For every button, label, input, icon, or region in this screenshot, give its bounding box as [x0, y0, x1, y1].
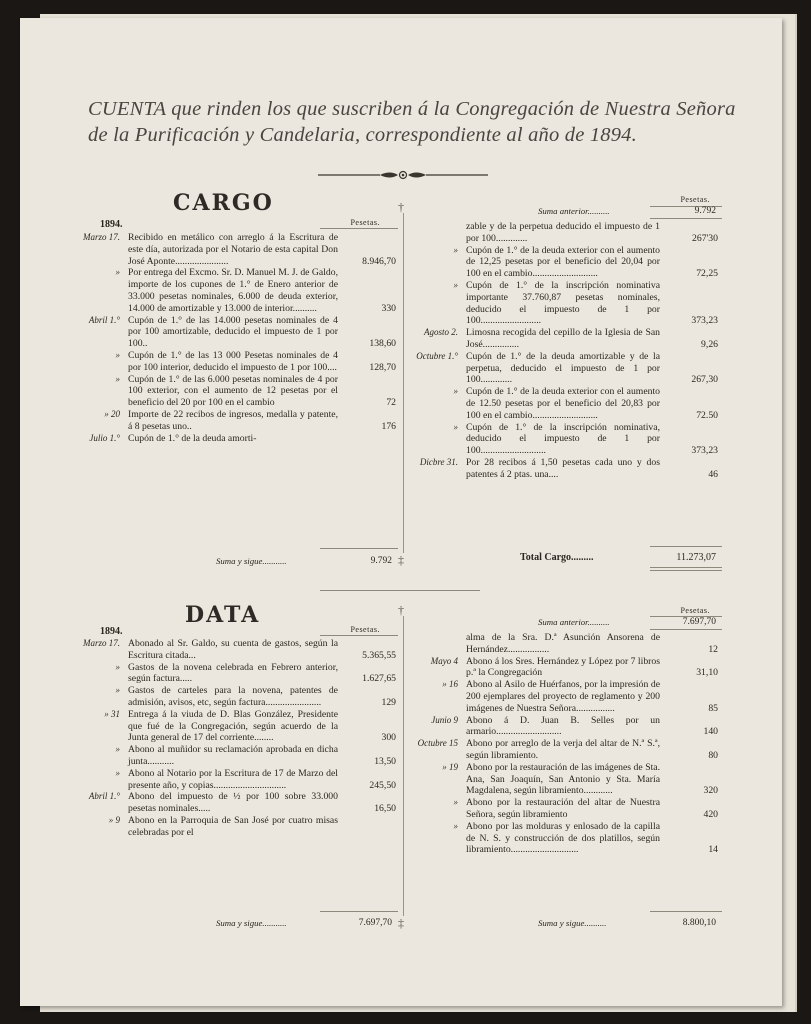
ledger-entry: Abril 1.° Abono del impuesto de ½ por 100 sobre 33.000 pesetas nominales..... 16,50	[88, 791, 396, 815]
ledger-entry: » Por entrega del Excmo. Sr. D. Manuel M. J. de Galdo, importe de los cupones de 1.° de Enero anterior de 33.000 pesetas nominales, 6.000 de deuda exterior, 14.000 de amortizable y 13.000 de interior.......... 330	[115, 267, 396, 314]
ledger-entry: Abril 1.° Cupón de 1.° de las 14.000 pesetas nominales de 4 por 100 amortizable, deducido el impuesto de 1 por 100.. 138,60	[88, 314, 396, 350]
column-dagger-icon: †	[398, 603, 404, 617]
cargo-total: Total Cargo......... 11.273,07	[520, 552, 716, 563]
cargo-right-carry: Suma anterior.......... 9.792	[538, 206, 716, 216]
ledger-entry: » Abono por la restauración del altar de Nuestra Señora, según libramiento 420	[453, 797, 718, 820]
document-page	[20, 18, 782, 1006]
divider-ornament-icon	[318, 168, 488, 182]
ledger-entry: » 20 Importe de 22 recibos de ingresos, medalla y patente, á 8 pesetas uno.. 176	[104, 408, 396, 432]
data-left-column	[70, 638, 400, 839]
column-dagger-icon: †	[398, 200, 404, 214]
ledger-entry: » Abono al muñidor su reclamación aprobada en dicha junta........... 13,50	[115, 744, 396, 767]
cargo-heading: CARGO	[173, 190, 274, 216]
data-pesetas-head-right: Pesetas.	[680, 606, 710, 615]
ledger-entry: » Cupón de 1.° de las 13 000 Pesetas nominales de 4 por 100 interior, deducido el impuesto de 1 por 100.... 128,70	[115, 349, 396, 373]
ledger-entry: » Cupón de 1.° de las 6.000 pesetas nominales de 4 por 100 exterior, con el aumento de 12 pesetas por el beneficio del 20 por 100 en el cambio 72	[115, 373, 396, 409]
ledger-entry: » 16 Abono al Asilo de Huérfanos, por la impresión de 200 ejemplares del proyecto de reglamento y 200 imágenes de Nuestra Señora................ 85	[442, 679, 718, 714]
ledger-entry: Marzo 17. Abonado al Sr. Galdo, su cuenta de gastos, según la Escritura citada... 5.365,55	[82, 638, 396, 661]
column-dagger-icon: ‡	[398, 553, 404, 567]
ledger-entry: zable y de la perpetua deducido el impuesto de 1 por 100............. 267'30	[466, 221, 718, 244]
cargo-left-carry: Suma y sigue........... 9.792	[216, 556, 392, 566]
ledger-entry: Dicbre 31. Por 28 recibos á 1,50 pesetas cada uno y dos patentes á 2 ptas. una.... 46	[419, 456, 718, 480]
ledger-entry: Marzo 17. Recibido en metálico con arreglo á la Escritura de este día, autorizada por el Notario de esta capital Don José Aponte...................... 8.946,70	[82, 232, 396, 267]
ledger-entry: » Abono por las molduras y enlosado de la capilla de N. S. y construcción de dos platillos, según libramiento............................ 14	[453, 820, 718, 856]
ledger-entry: » 31 Entrega á la viuda de D. Blas González, Presidente que fué de la Congregación, según acuerdo de la Junta general de 17 del corriente........ 300	[104, 708, 396, 744]
ledger-entry: Octubre 15 Abono por arreglo de la verja del altar de N.ª S.ª, según libramiento. 80	[417, 738, 718, 761]
ledger-entry: » Gastos de la novena celebrada en Febrero anterior, según factura..... 1.627,65	[115, 661, 396, 685]
ledger-entry: » 9 Abono en la Parroquia de San José por cuatro misas celebradas por el	[108, 814, 338, 838]
data-right-column	[408, 632, 722, 856]
cargo-pesetas-head-right: Pesetas.	[680, 195, 710, 204]
ledger-entry: Mayo 4 Abono á los Sres. Hernández y López por 7 libros p.ª la Congregación 31,10	[430, 655, 718, 679]
data-right-carry: Suma anterior.......... 7.697,70	[538, 617, 716, 627]
cargo-left-column	[70, 232, 400, 444]
ledger-entry: Agosto 2. Limosna recogida del cepillo de la Iglesia de San José............... 9,26	[423, 327, 718, 350]
cargo-year: 1894.	[100, 219, 123, 230]
data-pesetas-head-left: Pesetas.	[350, 625, 380, 634]
data-year: 1894.	[100, 626, 123, 637]
ledger-entry: alma de la Sra. D.ª Asunción Ansorena de Hernández................. 12	[466, 632, 718, 655]
ledger-entry: » Cupón de 1.° de la inscripción nominativa, deducido el impuesto de 1 por 100........................... 373,23	[453, 421, 718, 457]
cargo-right-column	[408, 221, 722, 481]
ledger-entry: » Gastos de carteles para la novena, patentes de admisión, avisos, etc, según factura....................... 129	[115, 685, 396, 708]
ledger-entry: Octubre 1.° Cupón de 1.° de la deuda amortizable y de la perpetua, deducido el impuesto de 1 por 100............. 267,30	[416, 350, 718, 386]
ledger-entry: » Cupón de 1.° de la inscripción nominativa importante 37.760,87 pesetas nominales, deducido el impuesto de 1 por 100......................... 373,23	[453, 279, 718, 327]
ledger-entry: » Abono al Notario por la Escritura de 17 de Marzo del presente año, y copias.............................. 245,50	[115, 767, 396, 791]
document-title: CUENTA que rinden los que suscriben á la Congregación de Nuestra Señora de la Purificación y Candelaria, correspondiente al año de 1894.	[88, 98, 736, 146]
column-dagger-icon: ‡	[398, 916, 404, 930]
ledger-entry: » 19 Abono por la restauración de las imágenes de Sta. Ana, San Joaquín, San Antonio y Sta. María Magdalena, según libramiento............ 320	[442, 761, 718, 797]
ledger-entry: » Cupón de 1.° de la deuda exterior con el aumento de 12.50 pesetas por el beneficio del 20,83 por 100 en el cambio........................... 72.50	[453, 386, 718, 421]
ledger-entry: Julio 1.° Cupón de 1.° de la deuda amorti-	[89, 432, 257, 444]
ledger-entry: Junio 9 Abono á D. Juan B. Selles por un armario........................... 140	[431, 714, 718, 738]
data-heading: DATA	[185, 602, 261, 628]
cargo-pesetas-head-left: Pesetas.	[350, 218, 380, 227]
ledger-entry: » Cupón de 1.° de la deuda exterior con el aumento de 12,25 pesetas por el beneficio del 20,04 por 100 en el cambio........................... 72,25	[453, 244, 718, 280]
data-right-total: Suma y sigue.......... 8.800,10	[538, 918, 716, 928]
data-left-carry: Suma y sigue........... 7.697,70	[216, 918, 392, 928]
